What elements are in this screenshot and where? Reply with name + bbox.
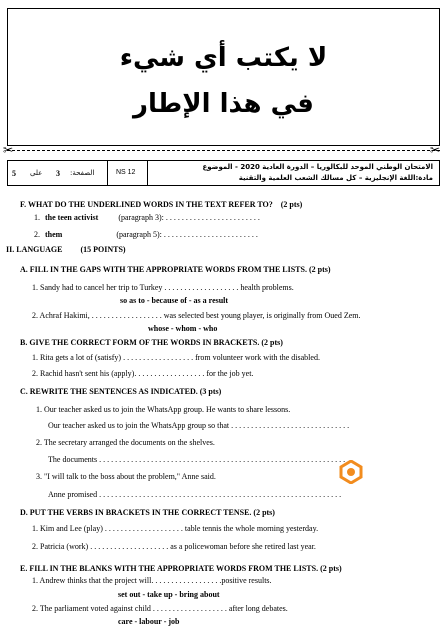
exam-subject: مادة:اللغة الإنجليزية – كل مسالك الشعب العلمية والتقنية [238, 174, 433, 182]
section-c-title: C. REWRITE THE SENTENCES AS INDICATED. (3 pts) [20, 387, 222, 396]
section-a-item-1: 1. Sandy had to cancel her trip to Turkey . . . . . . . . . . . . . . . . . . . health problems. [32, 283, 294, 292]
exam-title: الامتحان الوطني الموحد للبكالوريا – الدورة العادية 2020 - الموضوع [202, 163, 433, 171]
section-a-item-2: 2. Achraf Hakimi, . . . . . . . . . . . . . . . . . . was selected best young player, is originally from Oued Zem. [32, 311, 361, 320]
section-f-item-1: 1. the teen activist (paragraph 3): . . . . . . . . . . . . . . . . . . . . . . . . [34, 213, 260, 222]
no-write-box [7, 8, 440, 146]
section-e-list-1: set out - take up - bring about [118, 590, 220, 599]
section-d-title: D. PUT THE VERBS IN BRACKETS IN THE CORRECT TENSE. (2 pts) [20, 508, 275, 517]
section-f-title: F. WHAT DO THE UNDERLINED WORDS IN THE TEXT REFER TO? (2 pts) [20, 200, 303, 209]
section-e-list-2: care - labour - job [118, 617, 180, 626]
language-heading: II. LANGUAGE (15 POINTS) [6, 245, 126, 254]
section-c-item-3-answer: Anne promised . . . . . . . . . . . . . . . . . . . . . . . . . . . . . . . . . . . . . . . . . . . . . . . . . . . . . . . . . . . . . [48, 490, 342, 499]
section-b-title: B. GIVE THE CORRECT FORM OF THE WORDS IN BRACKETS. (2 pts) [20, 338, 283, 347]
watermark-logo-icon [339, 460, 363, 484]
section-c-item-2: 2. The secretary arranged the documents on the shelves. [36, 438, 215, 447]
section-a-list-2: whose - whom - who [148, 324, 218, 333]
section-e-item-2: 2. The parliament voted against child . . . . . . . . . . . . . . . . . . . after long debates. [32, 604, 288, 613]
section-b-item-1: 1. Rita gets a lot of (satisfy) . . . . . . . . . . . . . . . . . . from volunteer work with the disabled. [32, 353, 320, 362]
scissors-icon: ✂ [430, 143, 441, 157]
no-write-line2: في هذا الإطار [133, 89, 314, 119]
section-c-item-1-answer: Our teacher asked us to join the WhatsApp group so that . . . . . . . . . . . . . . . . . . . . . . . . . . . . . . [48, 421, 350, 430]
section-c-item-1: 1. Our teacher asked us to join the WhatsApp group. He wants to share lessons. [36, 405, 291, 414]
page-indicator: 5 على 3 الصفحة: [8, 161, 108, 185]
section-d-item-2: 2. Patricia (work) . . . . . . . . . . . . . . . . . . . . as a policewoman before she retired last year. [32, 542, 316, 551]
section-f-item-2: 2. them (paragraph 5): . . . . . . . . . . . . . . . . . . . . . . . . [34, 230, 258, 239]
section-d-item-1: 1. Kim and Lee (play) . . . . . . . . . . . . . . . . . . . . table tennis the whole morning yesterday. [32, 524, 319, 533]
cut-line [7, 150, 440, 151]
section-b-item-2: 2. Rachid hasn't sent his (apply). . . . . . . . . . . . . . . . . . for the job yet. [32, 369, 254, 378]
section-e-item-1: 1. Andrew thinks that the project will. . . . . . . . . . . . . . . . . .positive results. [32, 576, 272, 585]
scissors-icon: ✂ [3, 143, 14, 157]
no-write-line1: لا يكتب أي شيء [119, 43, 328, 73]
section-c-item-3: 3. "I will talk to the boss about the problem," Anne said. [36, 472, 216, 481]
exam-code: NS 12 [108, 161, 148, 185]
exam-header [7, 160, 440, 186]
section-e-title: E. FILL IN THE BLANKS WITH THE APPROPRIATE WORDS FROM THE LISTS. (2 pts) [20, 564, 342, 573]
section-a-title: A. FILL IN THE GAPS WITH THE APPROPRIATE WORDS FROM THE LISTS. (2 pts) [20, 265, 331, 274]
section-c-item-2-answer: The documents . . . . . . . . . . . . . . . . . . . . . . . . . . . . . . . . . . . . . . . . . . . . . . . . . . . . . . . . . . . . . . [48, 455, 346, 464]
section-a-list-1: so as to - because of - as a result [120, 296, 229, 305]
